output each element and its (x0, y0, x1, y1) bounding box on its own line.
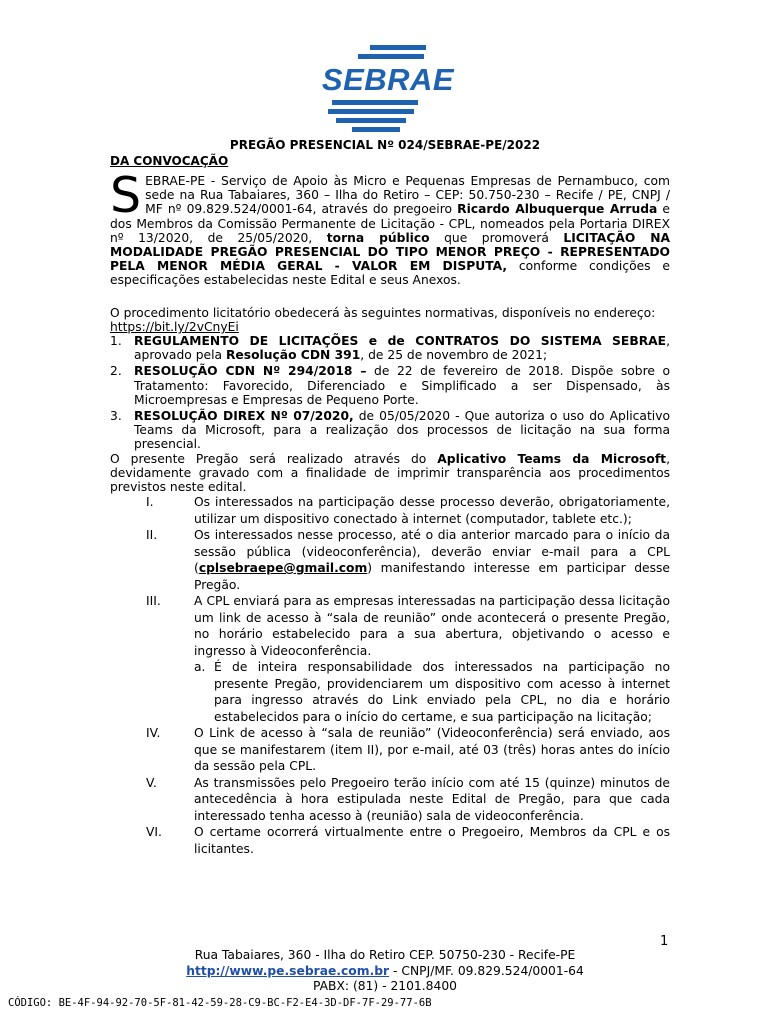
teams-paragraph: O presente Pregão será realizado através do Aplicativo Teams da Microsoft, devidamente gravado com a finalidade de imprimir transparência aos procedimentos previstos neste edital. (110, 452, 670, 495)
intro-paragraph: SEBRAE-PE - Serviço de Apoio às Micro e Pequenas Empresas de Pernambuco, com sede na Rua Tabaiares, 360 – Ilha do Retiro – CEP: 50.750-230 – Recife / PE, CNPJ / MF nº 09.829.524/0001-64, através do pregoeiro Ricardo Albuquerque Arruda e dos Membros da Comissão Permanente de Licitação - CPL, nomeados pela Portaria DIREX nº 13/2020, de 25/05/2020, torna público que promoverá LICITAÇÃO NA MODALIDADE PREGÃO PRESENCIAL DO TIPO MENOR PREÇO - REPRESENTADO PELA MENOR MÉDIA GERAL - VALOR EM DISPUTA, conforme condições e especificações estabelecidas neste Edital e seus Anexos. (110, 167, 671, 288)
list-item: 1. REGULAMENTO DE LICITAÇÕES e de CONTRATOS DO SISTEMA SEBRAE, aprovado pela Resolução CDN 391, de 25 de novembro de 2021; (110, 334, 670, 363)
procedure-paragraph: O procedimento licitatório obedecerá às seguintes normativas, disponíveis no endereço: https://bit.ly/2vCnyEi (110, 306, 656, 335)
list-item: II. Os interessados nesse processo, até o dia anterior marcado para o início da sessão pública (videoconferência), deverão enviar e-mail para a CPL (cplsebraepe@gmail.com) manifestando interesse em participar desse Pregão. (146, 528, 670, 592)
logo-bar (332, 100, 418, 105)
roman-list (110, 494, 670, 857)
logo-text: SEBRAE (321, 62, 455, 97)
footer-cnpj: - CNPJ/MF. 09.829.524/0001-64 (389, 963, 584, 978)
sub-list-item: a. É de inteira responsabilidade dos interessados na participação no presente Pregão, providenciarem um dispositivo com acesso à internet para ingresso através do Link enviado pela CPL, no dia e horário estabelecidos para o início do certame, e sua participação na licitação; (194, 660, 670, 724)
sebrae-logo (308, 42, 468, 142)
document-code: CÓDIGO: BE-4F-94-92-70-5F-81-42-59-28-C9-BC-F2-E4-3D-DF-7F-29-77-6B (8, 997, 432, 1009)
list-item: 2. RESOLUÇÃO CDN Nº 294/2018 – de 22 de fevereiro de 2018. Dispõe sobre o Tratamento: Favorecido, Diferenciado e Simplificado a ser Dispensado, às Microempresas e Empresas de Pequeno Porte. (110, 364, 670, 407)
logo-bar (358, 54, 424, 59)
section-title: DA CONVOCAÇÃO (110, 154, 229, 168)
page-number: 1 (660, 934, 669, 949)
logo-bar (336, 118, 406, 123)
footer (0, 948, 770, 995)
dropcap-letter: S (110, 167, 142, 224)
logo-bar (352, 127, 400, 132)
footer-address: Rua Tabaiares, 360 - Ilha do Retiro CEP. 50750-230 - Recife-PE (194, 948, 576, 962)
list-item: III. A CPL enviará para as empresas interessadas na participação dessa licitação um link de acesso à “sala de reunião” onde acontecerá o presente Pregão, no horário estabelecido para a sua abertura, objetivando o acesso e ingresso à Videoconferência. (146, 594, 670, 658)
footer-phone: PABX: (81) - 2101.8400 (313, 979, 457, 993)
list-item: IV. O Link de acesso à “sala de reunião” (Videoconferência) será enviado, aos que se manifestarem (item II), por e-mail, até 03 (três) horas antes do início da sessão pela CPL. (146, 726, 670, 773)
list-item: I. Os interessados na participação desse processo deverão, obrigatoriamente, utilizar um dispositivo conectado à internet (computador, tablete etc.); (146, 495, 670, 526)
list-item: 3. RESOLUÇÃO DIREX Nº 07/2020, de 05/05/2020 - Que autoriza o uso do Aplicativo Teams da Microsoft, para a realização dos processos de licitação na sua forma presencial. (110, 409, 671, 452)
norms-list (110, 334, 670, 452)
list-item: V. As transmissões pelo Pregoeiro terão início com até 15 (quinze) minutos de antecedência à hora estipulada neste Edital de Pregão, para que cada interessado tenha acesso à (reunião) sala de videoconferência. (146, 775, 670, 823)
document-title: PREGÃO PRESENCIAL Nº 024/SEBRAE-PE/2022 (229, 138, 541, 152)
logo-bar (328, 109, 414, 114)
logo-bar (370, 45, 426, 50)
website-link[interactable]: http://www.pe.sebrae.com.br (186, 963, 390, 978)
list-item: VI. O certame ocorrerá virtualmente entre o Pregoeiro, Membros da CPL e os licitantes. (146, 825, 670, 856)
email-link[interactable]: cplsebraepe@gmail.com (198, 561, 368, 575)
normatives-link[interactable]: https://bit.ly/2vCnyEi (110, 320, 239, 335)
